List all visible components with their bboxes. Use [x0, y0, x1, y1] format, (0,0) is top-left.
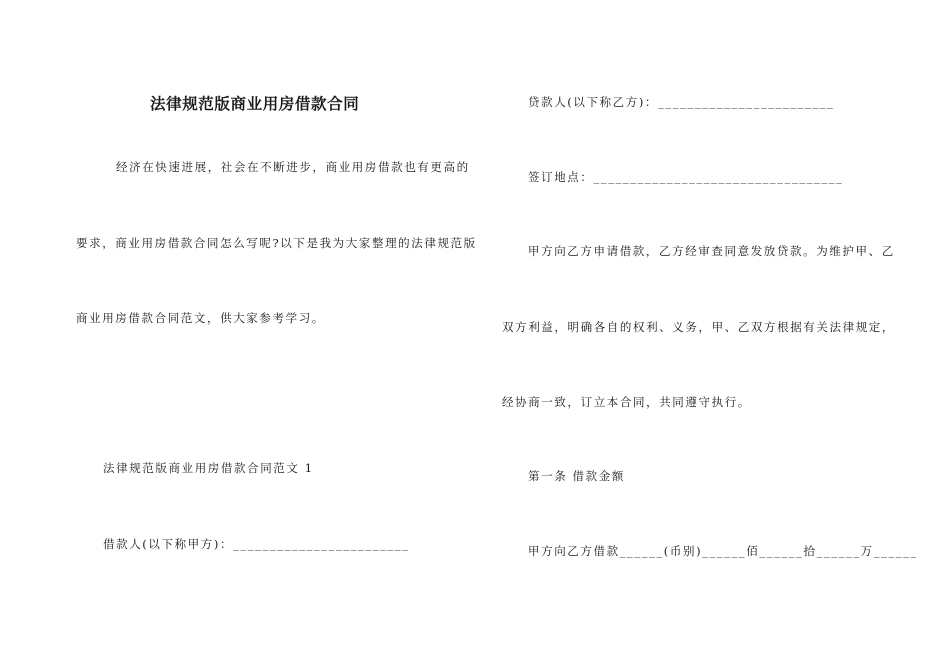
loan-amount-line: 甲方向乙方借款______(币别)______佰______拾______万______ — [528, 544, 918, 558]
signing-location-line: 签订地点：__________________________________ — [528, 170, 844, 184]
section-heading: 法律规范版商业用房借款合同范文 1 — [103, 461, 314, 475]
lender-field-line: 贷款人(以下称乙方)：________________________ — [528, 95, 835, 109]
document-title: 法律规范版商业用房借款合同 — [150, 95, 360, 113]
purpose-paragraph-line-2: 双方利益，明确各自的权利、义务，甲、乙双方根据有关法律规定， — [502, 320, 895, 334]
purpose-paragraph-line-3: 经协商一致，订立本合同，共同遵守执行。 — [502, 395, 751, 409]
intro-paragraph-line-1: 经济在快速进展，社会在不断进步，商业用房借款也有更高的 — [116, 160, 470, 174]
intro-paragraph-line-2: 要求，商业用房借款合同怎么写呢?以下是我为大家整理的法律规范版 — [76, 236, 477, 250]
borrower-field-line: 借款人(以下称甲方)：________________________ — [103, 537, 410, 551]
purpose-paragraph-line-1: 甲方向乙方申请借款，乙方经审查同意发放贷款。为维护甲、乙 — [528, 244, 895, 258]
intro-paragraph-line-3: 商业用房借款合同范文，供大家参考学习。 — [76, 311, 325, 325]
article-1-heading: 第一条 借款金额 — [528, 469, 625, 483]
